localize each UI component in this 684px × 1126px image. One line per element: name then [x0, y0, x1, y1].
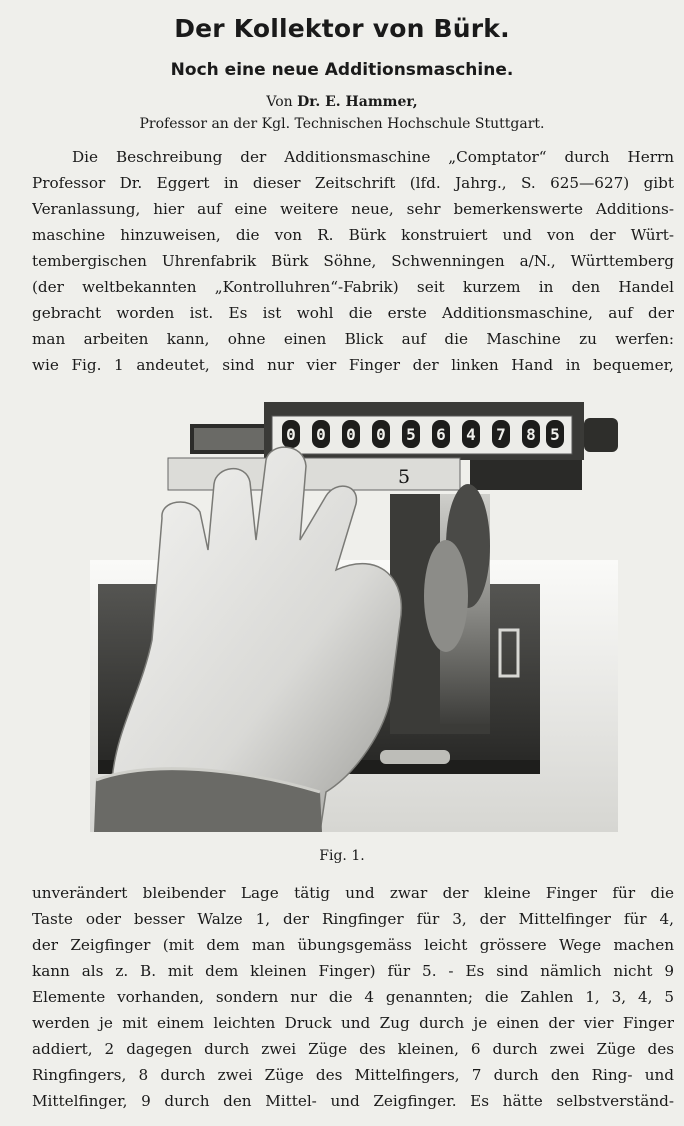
- text-line: Ringfingers, 8 durch zwei Züge des Mittelfingers, 7 durch den Ring- und: [32, 1066, 674, 1084]
- text-line: Professor Dr. Eggert in dieser Zeitschrift (lfd. Jahrg., S. 625—627) gibt: [32, 174, 674, 192]
- counter-wheel: [402, 420, 420, 448]
- counter-digit: 6: [436, 425, 446, 444]
- counter-wheel: [432, 420, 450, 448]
- counter-digit: 7: [496, 425, 506, 444]
- article-title: Der Kollektor von Bürk.: [174, 14, 510, 43]
- counter-wheel: [342, 420, 360, 448]
- text-line: unverändert bleibender Lage tätig und zwar der kleine Finger für die: [32, 884, 674, 902]
- slide-plate: [168, 458, 460, 490]
- text-line: gebracht worden ist. Es ist wohl die erste Additionsmaschine, auf der: [32, 304, 674, 322]
- counter-digit: 8: [526, 425, 536, 444]
- adding-machine-illustration: [90, 400, 618, 832]
- counter-digit: 0: [346, 425, 356, 444]
- text-line: addiert, 2 dagegen durch zwei Züge des kleinen, 6 durch zwei Züge des: [32, 1040, 674, 1058]
- counter-digit: 4: [466, 425, 476, 444]
- text-line: man arbeiten kann, ohne einen Blick auf die Maschine zu werfen:: [32, 330, 674, 348]
- text-line: Veranlassung, hier auf eine weitere neue, sehr bemerkenswerte Additions-: [32, 200, 674, 218]
- body-paragraph: [32, 880, 674, 1114]
- counter-rail: [470, 460, 582, 490]
- intro-paragraph: [32, 144, 674, 378]
- slide-digit: 5: [397, 466, 411, 488]
- counter-digit: 0: [286, 425, 296, 444]
- counter-wheel: [492, 420, 510, 448]
- counter-digit: 5: [550, 425, 560, 444]
- text-line: tembergischen Uhrenfabrik Bürk Söhne, Schwenningen a/N., Württemberg: [32, 252, 674, 270]
- text-line: Taste oder besser Walze 1, der Ringfinger für 3, der Mittelfinger für 4,: [32, 910, 674, 928]
- text-line: maschine hinzuweisen, die von R. Bürk konstruiert und von der Würt-: [32, 226, 674, 244]
- counter-wheel: [372, 420, 390, 448]
- author-prefix: Von: [266, 94, 298, 110]
- counter-wheel: [522, 420, 540, 448]
- counter-wheel: [312, 420, 330, 448]
- roller: [424, 540, 468, 652]
- figure-photo: [90, 400, 618, 832]
- author-line: [0, 94, 684, 110]
- text-line: wie Fig. 1 andeutet, sind nur vier Finger der linken Hand in bequemer,: [32, 356, 674, 374]
- crank-knob: [584, 418, 618, 452]
- text-line: der Zeigfinger (mit dem man übungsgemäss leicht grössere Wege machen: [32, 936, 674, 954]
- text-line: Elemente vorhanden, sondern nur die 4 genannten; die Zahlen 1, 3, 4, 5: [32, 988, 674, 1006]
- article-subtitle: Noch eine neue Additionsmaschine.: [170, 60, 514, 80]
- counter-digit: 5: [406, 425, 416, 444]
- text-line: werden je mit einem leichten Druck und Zug durch je einen der vier Finger: [32, 1014, 674, 1032]
- figure-caption: Fig. 1.: [319, 848, 365, 864]
- text-line: kann als z. B. mit dem kleinen Finger) für 5. - Es sind nämlich nicht 9: [32, 962, 674, 980]
- text-line: (der weltbekannten „Kontrolluhren“-Fabrik) seit kurzem in den Handel: [32, 278, 674, 296]
- counter-wheel: [282, 420, 300, 448]
- author-name: Dr. E. Hammer,: [297, 94, 418, 110]
- text-line: Mittelfinger, 9 durch den Mittel- und Zeigfinger. Es hätte selbstverständ-: [32, 1092, 674, 1110]
- base-handle: [380, 750, 450, 764]
- author-affiliation: Professor an der Kgl. Technischen Hochschule Stuttgart.: [139, 116, 545, 132]
- counter-digit: 0: [316, 425, 326, 444]
- counter-digit: 0: [376, 425, 386, 444]
- text-line: Die Beschreibung der Additionsmaschine „Comptator“ durch Herrn: [72, 148, 674, 166]
- counter-wheel: [546, 420, 564, 448]
- counter-wheel: [462, 420, 480, 448]
